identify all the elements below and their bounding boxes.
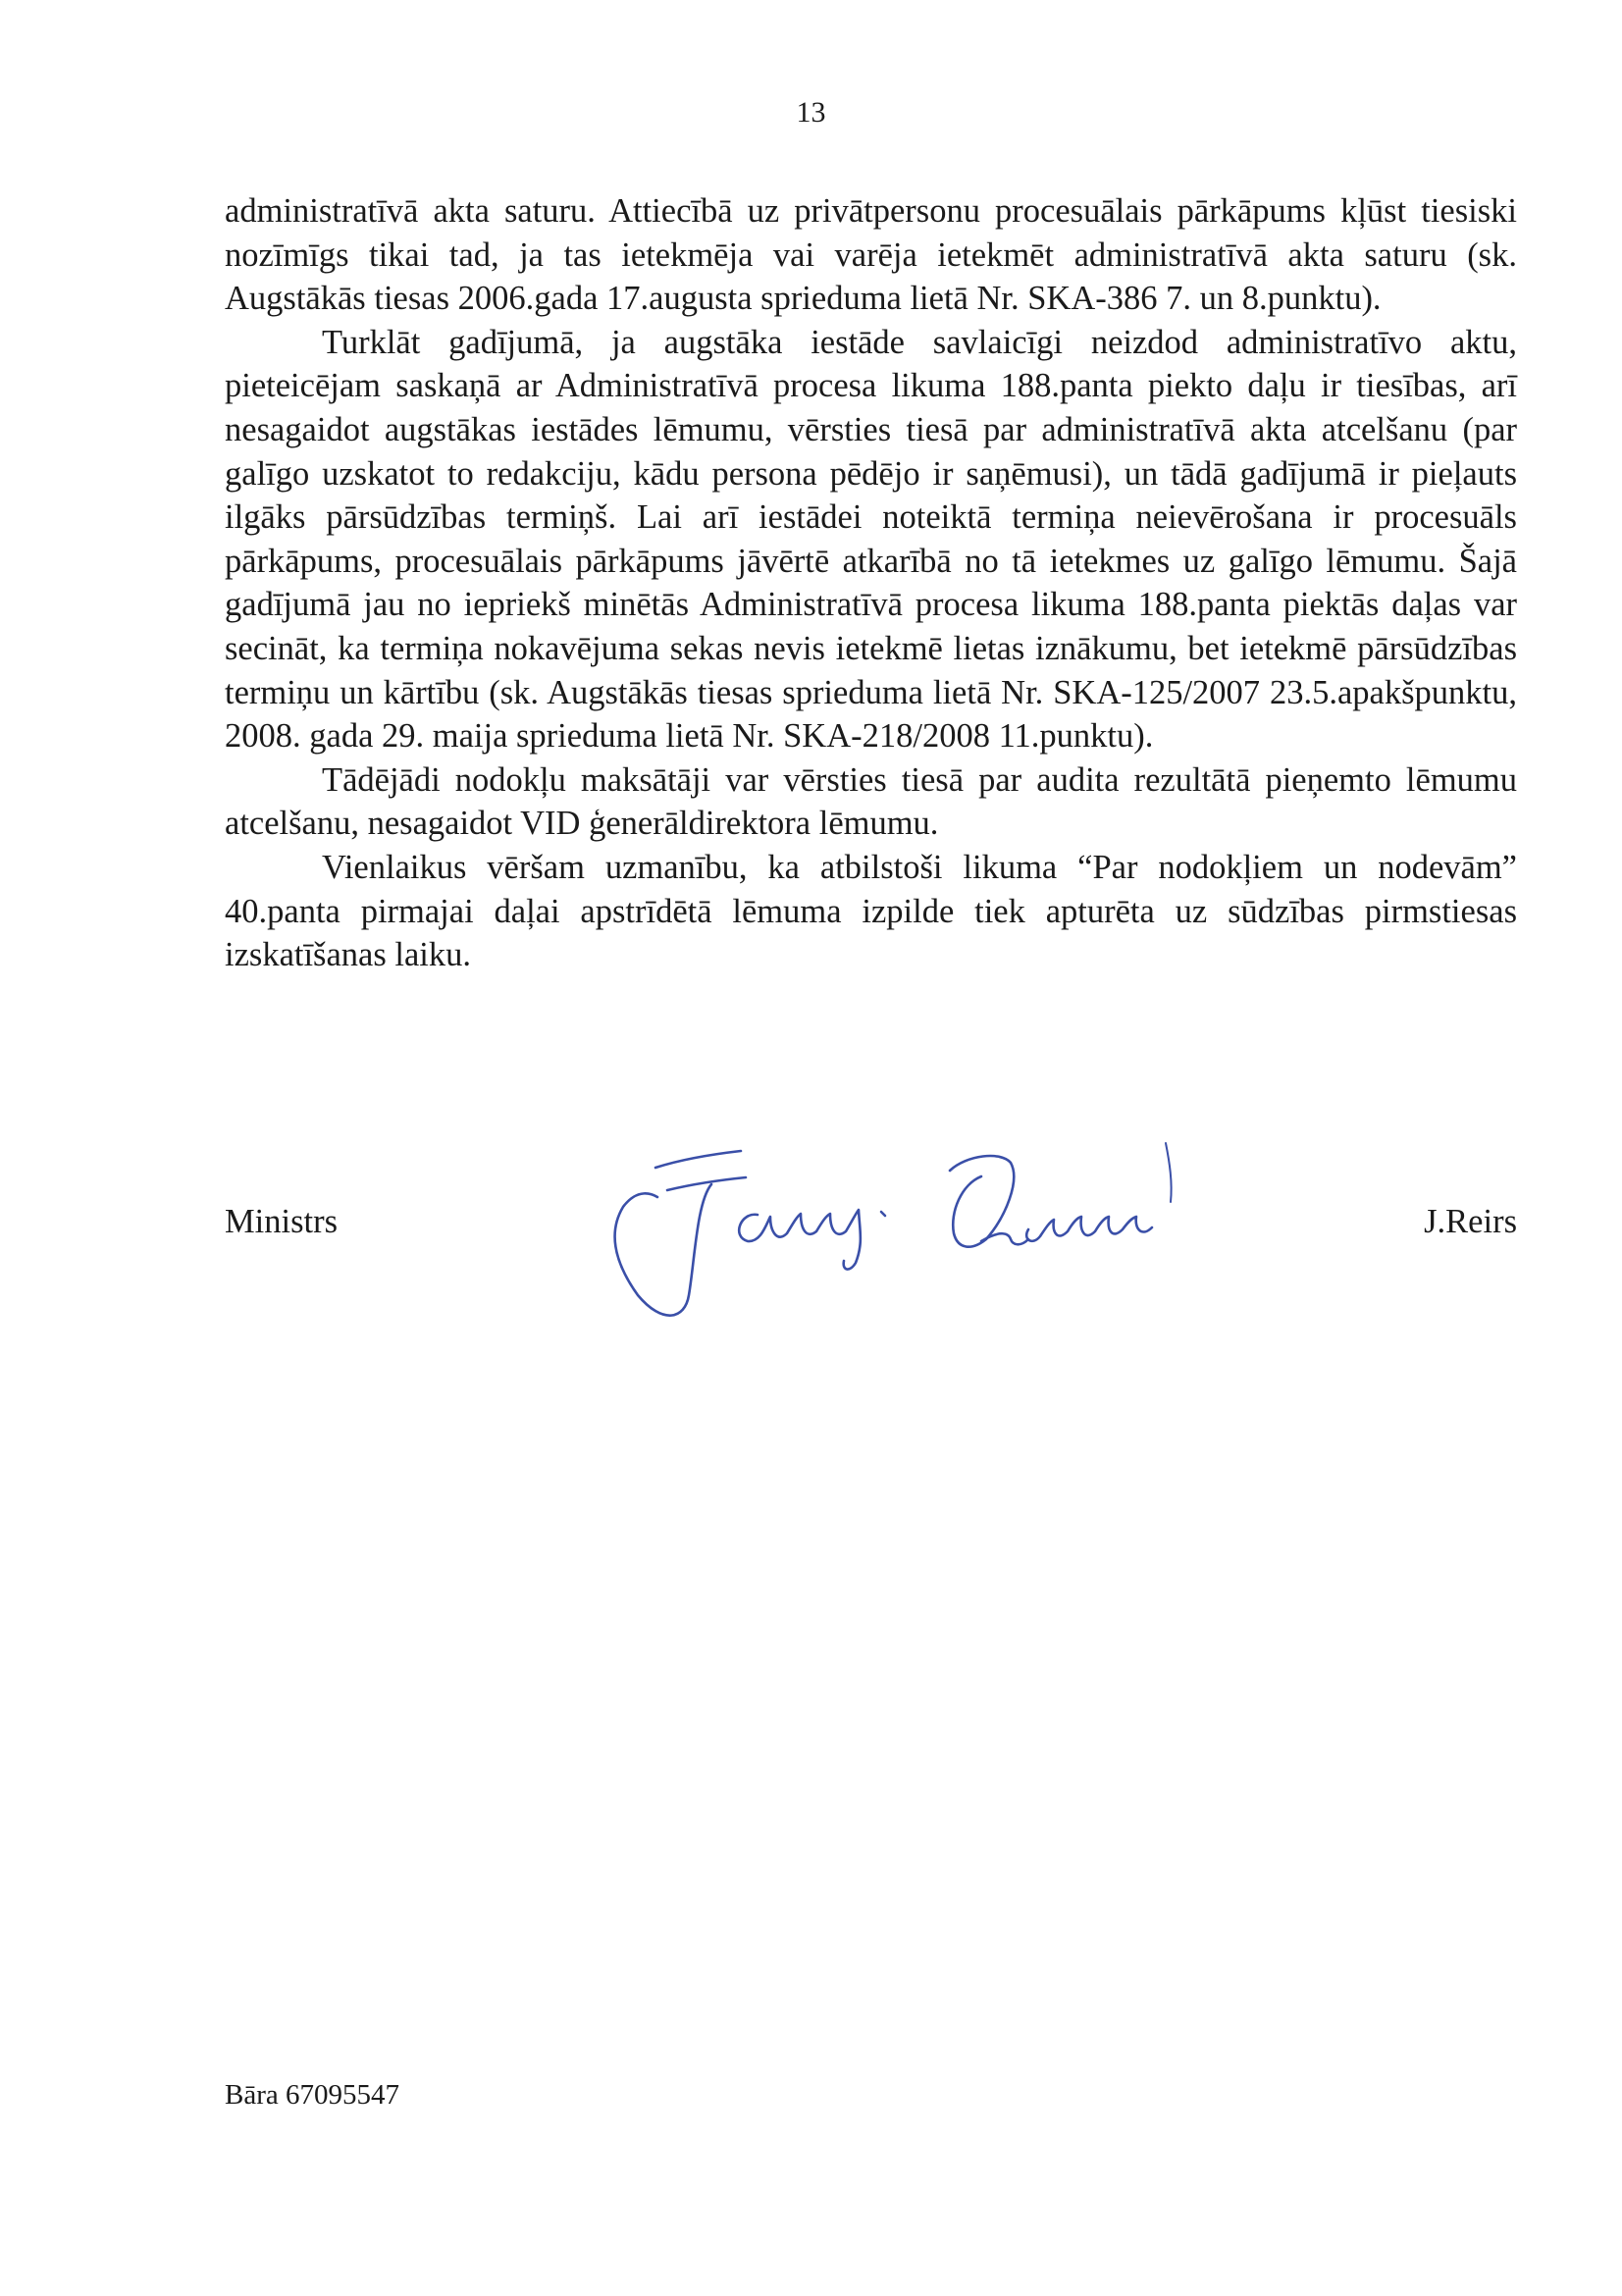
page-number: 13 bbox=[796, 96, 826, 129]
handwritten-signature bbox=[569, 1123, 1472, 1330]
paragraph-deadline-procedure: Turklāt gadījumā, ja augstāka iestāde savlaicīgi neizdod administratīvo aktu, pieteicējam saskaņā ar Administratīvā procesa likuma 188.panta piekto daļu ir tiesības, arī nesagaidot augstākas iestādes lēmumu, vērsties tiesā par administratīvā akta atcelšanu (par galīgo uzskatot to redakciju, kādu persona pēdējo ir saņēmusi), un tādā gadījumā ir pieļauts ilgāks pārsūdzības termiņš. Lai arī iestādei noteiktā termiņa neievērošana ir procesuāls pārkāpums, procesuālais pārkāpums jāvērtē atkarībā no tā ietekmes uz galīgo lēmumu. Šajā gadījumā jau no iepriekš minētās Administratīvā procesa likuma 188.panta piektās daļas var secināt, ka termiņa nokavējuma sekas nevis ietekmē lietas iznākumu, bet ietekmē pārsūdzības termiņu un kārtību (sk. Augstākās tiesas sprieduma lietā Nr. SKA-125/2007 23.5.apakšpunktu, 2008. gada 29. maija sprieduma lietā Nr. SKA-218/2008 11.punktu). bbox=[225, 323, 1517, 756]
signatory-name: J.Reirs bbox=[1424, 1203, 1517, 1240]
footer-contact: Bāra 67095547 bbox=[225, 2079, 399, 2111]
paragraph-continuation: administratīvā akta saturu. Attiecībā uz privātpersonu procesuālais pārkāpums kļūst tiesiski nozīmīgs tikai tad, ja tas ietekmēja vai varēja ietekmēt administratīvā akta saturu (sk. Augstākās tiesas 2006.gada 17.augusta sprieduma lietā Nr. SKA-386 7. un 8.punktu). bbox=[225, 192, 1517, 318]
paragraph-conclusion: Tādējādi nodokļu maksātāji var vērsties tiesā par audita rezultātā pieņemto lēmumu atcelšanu, nesagaidot VID ģenerāldirektora lēmumu. bbox=[225, 760, 1517, 843]
signature-strokes bbox=[615, 1143, 1172, 1316]
paragraph-suspension: Vienlaikus vēršam uzmanību, ka atbilstoši likuma “Par nodokļiem un nodevām” 40.panta pirmajai daļai apstrīdētā lēmuma izpilde tiek apturēta uz sūdzības pirmstiesas izskatīšanas laiku. bbox=[225, 848, 1517, 974]
signatory-title: Ministrs bbox=[225, 1203, 339, 1240]
letter-body bbox=[225, 189, 1517, 977]
